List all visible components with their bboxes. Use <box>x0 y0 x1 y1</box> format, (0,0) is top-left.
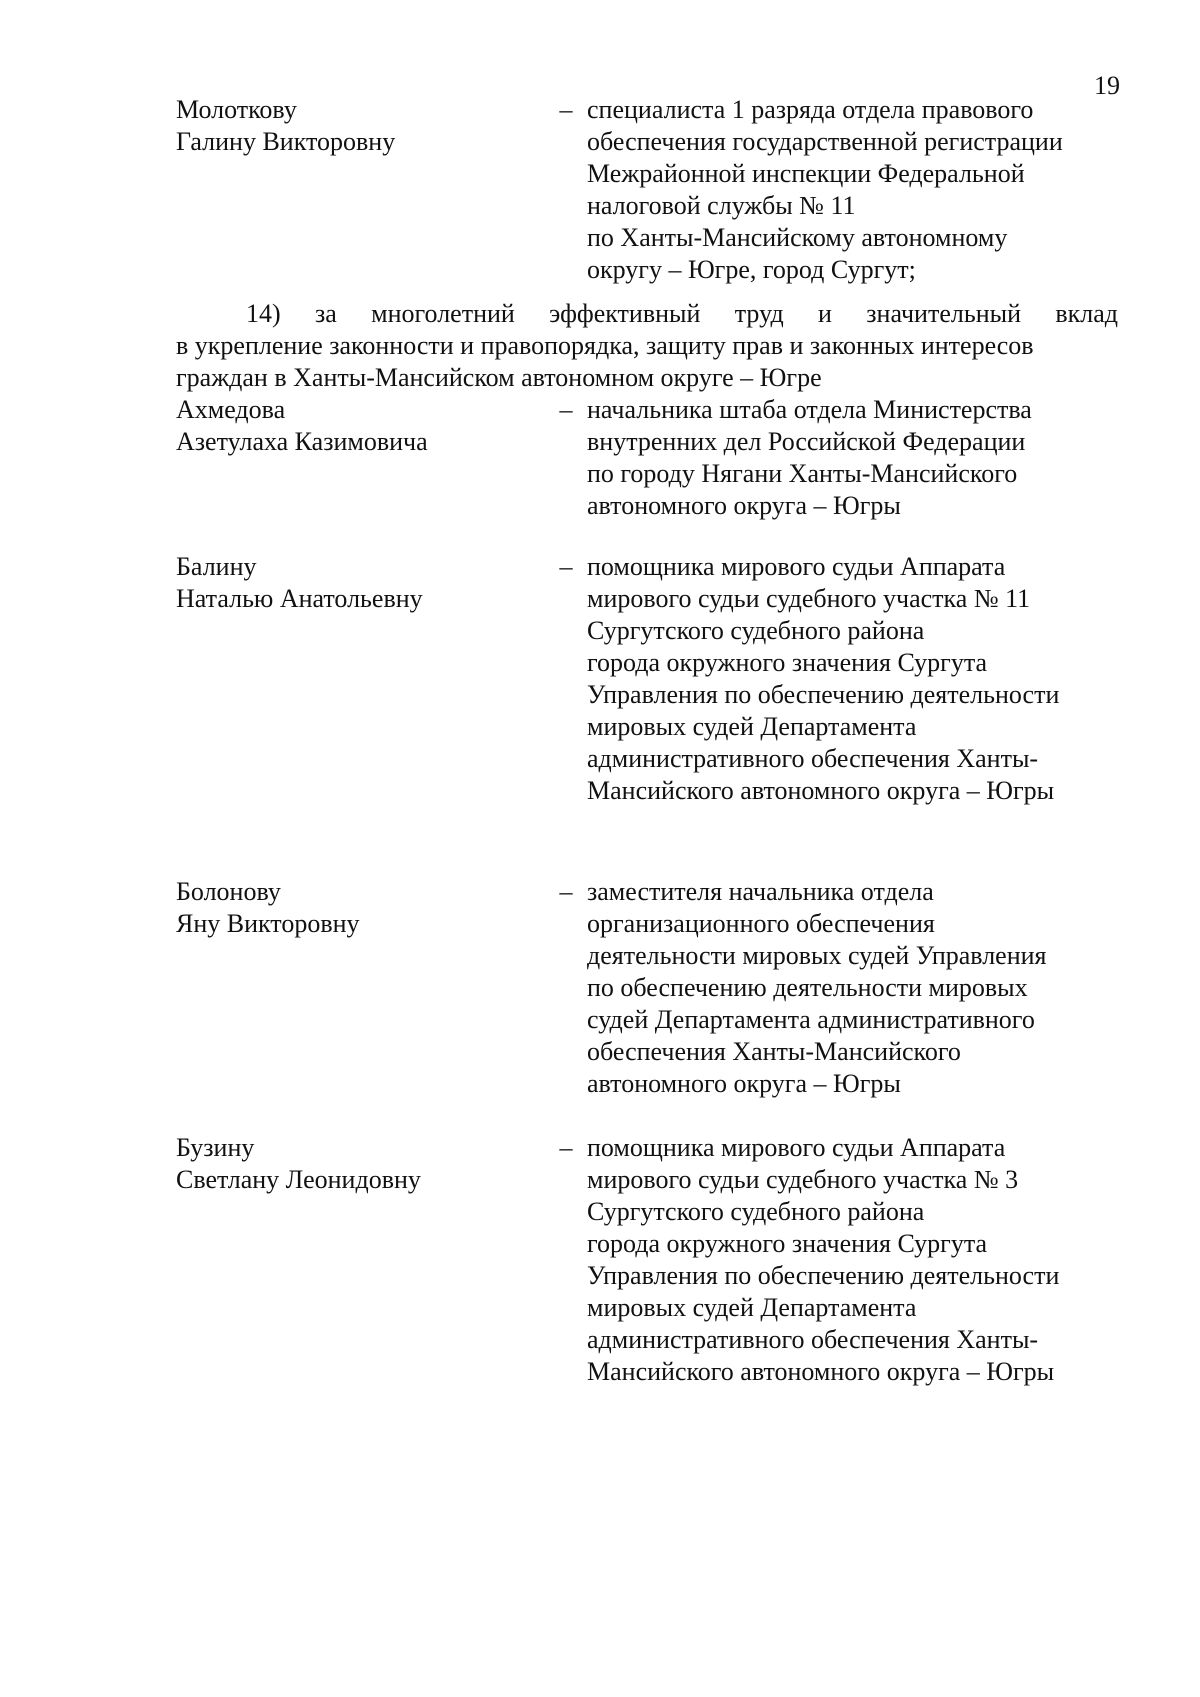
paragraph-line: в укрепление законности и правопорядка, защиту прав и законных интересов <box>176 331 1034 360</box>
position-line: Межрайонной инспекции Федеральной <box>587 159 1025 188</box>
recipient-position <box>587 94 1147 286</box>
position-line: обеспечения государственной регистрации <box>587 127 1063 156</box>
position-line: Сургутского судебного района <box>587 616 925 645</box>
position-line: города окружного значения Сургута <box>587 1229 988 1258</box>
recipient-given-name: Яну Викторовну <box>176 909 360 938</box>
position-line: мировых судей Департамента <box>587 1293 917 1322</box>
separator-dash: – <box>559 395 573 424</box>
recipient-surname: Болонову <box>176 877 281 906</box>
position-line: мирового судьи судебного участка № 11 <box>587 584 1031 613</box>
award-clause-paragraph <box>176 298 1118 394</box>
recipient-surname: Бузину <box>176 1133 255 1162</box>
position-line: специалиста 1 разряда отдела правового <box>587 95 1034 124</box>
separator-dash: – <box>559 1133 573 1162</box>
position-line: налоговой службы № 11 <box>587 191 856 220</box>
position-line: по Ханты-Мансийскому автономному <box>587 223 1008 252</box>
recipient-position <box>587 1132 1147 1388</box>
position-line: начальника штаба отдела Министерства <box>587 395 1032 424</box>
position-line: мирового судьи судебного участка № 3 <box>587 1165 1019 1194</box>
position-line: организационного обеспечения <box>587 909 935 938</box>
recipient-given-name: Азетулаха Казимовича <box>176 427 428 456</box>
position-line: города окружного значения Сургута <box>587 648 988 677</box>
position-line: административного обеспечения Ханты- <box>587 1325 1039 1354</box>
position-line: округу – Югре, город Сургут; <box>587 255 916 284</box>
position-line: Управления по обеспечению деятельности <box>587 680 1060 709</box>
position-line: Управления по обеспечению деятельности <box>587 1261 1060 1290</box>
recipient-name <box>176 876 556 940</box>
position-line: автономного округа – Югры <box>587 491 901 520</box>
position-line: Мансийского автономного округа – Югры <box>587 776 1055 805</box>
position-line: помощника мирового судьи Аппарата <box>587 552 1006 581</box>
position-line: судей Департамента административного <box>587 1005 1035 1034</box>
position-line: внутренних дел Российской Федерации <box>587 427 1026 456</box>
recipient-given-name: Светлану Леонидовну <box>176 1165 421 1194</box>
recipient-name <box>176 551 556 615</box>
position-line: административного обеспечения Ханты- <box>587 744 1039 773</box>
position-line: Сургутского судебного района <box>587 1197 925 1226</box>
recipient-given-name: Галину Викторовну <box>176 127 396 156</box>
recipient-position <box>587 876 1147 1100</box>
position-line: обеспечения Ханты-Мансийского <box>587 1037 961 1066</box>
page-number: 19 <box>1094 71 1120 100</box>
position-line: автономного округа – Югры <box>587 1069 901 1098</box>
recipient-surname: Ахмедова <box>176 395 286 424</box>
recipient-name <box>176 394 556 458</box>
recipient-surname: Молоткову <box>176 95 297 124</box>
position-line: Мансийского автономного округа – Югры <box>587 1357 1055 1386</box>
position-line: по городу Нягани Ханты-Мансийского <box>587 459 1018 488</box>
separator-dash: – <box>559 552 573 581</box>
position-line: помощника мирового судьи Аппарата <box>587 1133 1006 1162</box>
paragraph-line: граждан в Ханты-Мансийском автономном округе – Югре <box>176 363 822 392</box>
recipient-position <box>587 394 1147 522</box>
recipient-surname: Балину <box>176 552 257 581</box>
position-line: по обеспечению деятельности мировых <box>587 973 1028 1002</box>
recipient-position <box>587 551 1147 807</box>
paragraph-line: 14) за многолетний эффективный труд и значительный вклад <box>246 299 1118 328</box>
position-line: заместителя начальника отдела <box>587 877 934 906</box>
separator-dash: – <box>559 877 573 906</box>
position-line: мировых судей Департамента <box>587 712 917 741</box>
recipient-name <box>176 1132 556 1196</box>
position-line: деятельности мировых судей Управления <box>587 941 1047 970</box>
recipient-given-name: Наталью Анатольевну <box>176 584 423 613</box>
recipient-name <box>176 94 556 158</box>
separator-dash: – <box>559 95 573 124</box>
